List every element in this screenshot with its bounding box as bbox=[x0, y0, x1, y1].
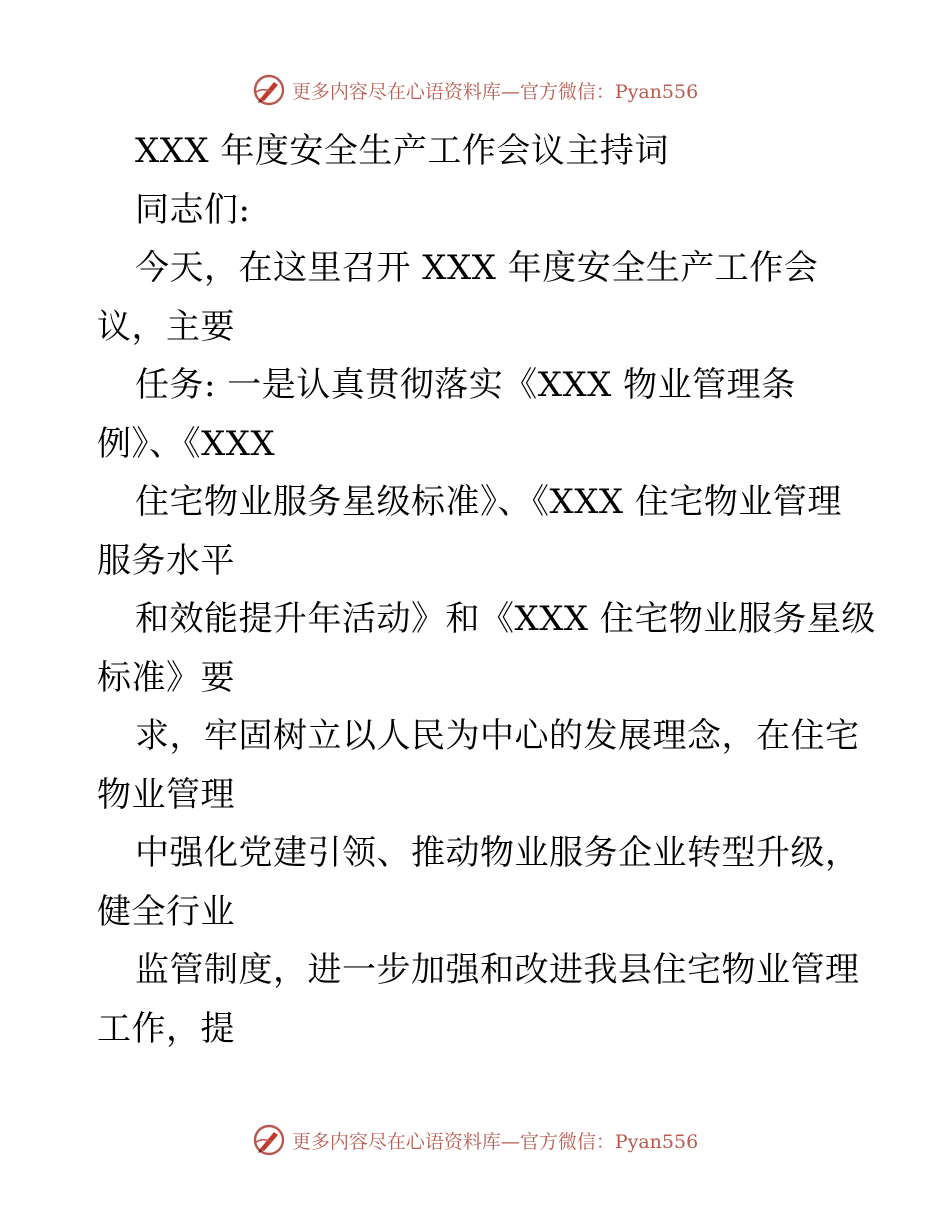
paragraph-line: 物业管理 bbox=[97, 774, 235, 815]
paragraph-line: 住宅物业服务星级标准》、《XXX 住宅物业管理 bbox=[135, 482, 842, 522]
paragraph-line: 和效能提升年活动》和《XXX 住宅物业服务星级 bbox=[135, 599, 876, 639]
paragraph-line: 今天，在这里召开 XXX 年度安全生产工作会 bbox=[135, 248, 819, 288]
pen-logo-icon bbox=[252, 1123, 286, 1157]
document-title: XXX 年度安全生产工作会议主持词 bbox=[135, 131, 669, 171]
paragraph-line: 健全行业 bbox=[97, 891, 235, 932]
paragraph-line: 任务: 一是认真贯彻落实《XXX 物业管理条 bbox=[135, 365, 796, 405]
document-body bbox=[97, 122, 876, 1058]
watermark-text: 更多内容尽在心语资料库—官方微信：Pyan556 bbox=[291, 1130, 699, 1153]
watermark-text: 更多内容尽在心语资料库—官方微信：Pyan556 bbox=[291, 80, 699, 103]
paragraph-line: 工作，提 bbox=[97, 1008, 235, 1049]
paragraph-line: 议，主要 bbox=[97, 306, 235, 347]
paragraph-line: 监管制度，进一步加强和改进我县住宅物业管理 bbox=[135, 950, 860, 990]
paragraph-line: 服务水平 bbox=[97, 540, 235, 581]
header-watermark bbox=[0, 72, 950, 108]
paragraph-line: 求，牢固树立以人民为中心的发展理念，在住宅 bbox=[135, 716, 860, 756]
salutation: 同志们: bbox=[135, 189, 251, 230]
pen-logo-icon bbox=[252, 73, 286, 107]
paragraph-line: 中强化党建引领、推动物业服务企业转型升级， bbox=[135, 833, 860, 873]
footer-watermark bbox=[0, 1122, 950, 1158]
paragraph-line: 例》、《XXX bbox=[97, 423, 276, 464]
paragraph-line: 标准》要 bbox=[97, 657, 235, 698]
